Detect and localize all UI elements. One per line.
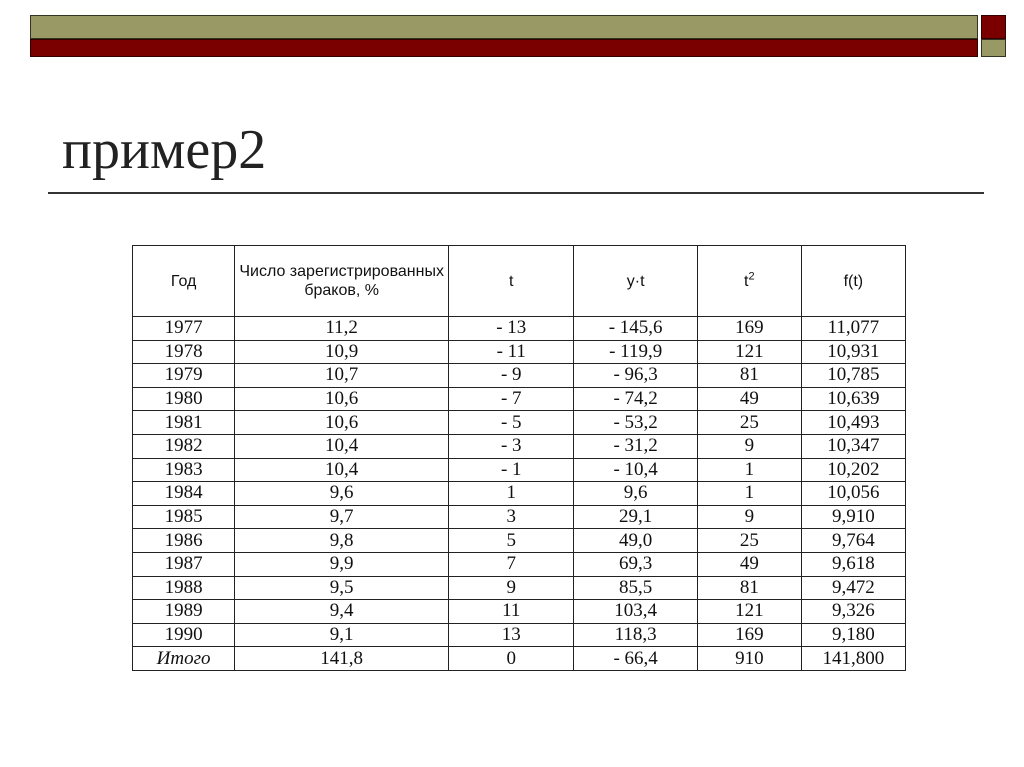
cell-t2: 121 [697, 600, 801, 624]
cell-t2: 49 [697, 552, 801, 576]
top-decor-bar-olive [30, 15, 978, 39]
cell-t: - 11 [449, 340, 574, 364]
cell-yt: 85,5 [574, 576, 698, 600]
cell-t: 3 [449, 505, 574, 529]
cell-year: 1982 [133, 434, 235, 458]
cell-total-count: 141,8 [235, 647, 449, 671]
table-row [133, 529, 906, 553]
header-ft: f(t) [801, 246, 905, 317]
cell-t2: 1 [697, 458, 801, 482]
cell-t2: 9 [697, 434, 801, 458]
cell-year: 1988 [133, 576, 235, 600]
header-t-squared [697, 246, 801, 317]
cell-yt: - 96,3 [574, 364, 698, 388]
cell-yt: - 31,2 [574, 434, 698, 458]
table-row [133, 482, 906, 506]
cell-year: 1985 [133, 505, 235, 529]
cell-ft: 9,326 [801, 600, 905, 624]
cell-yt: - 145,6 [574, 317, 698, 341]
title-underline [48, 192, 984, 194]
cell-year: 1980 [133, 387, 235, 411]
table-row [133, 317, 906, 341]
cell-year: 1978 [133, 340, 235, 364]
cell-ft: 11,077 [801, 317, 905, 341]
table-row [133, 552, 906, 576]
cell-t2: 1 [697, 482, 801, 506]
cell-ft: 10,931 [801, 340, 905, 364]
cell-t: - 3 [449, 434, 574, 458]
cell-count: 9,1 [235, 623, 449, 647]
cell-t: 5 [449, 529, 574, 553]
cell-year: 1983 [133, 458, 235, 482]
cell-total-yt: - 66,4 [574, 647, 698, 671]
table-body [133, 317, 906, 671]
table-header [133, 246, 906, 317]
table-row [133, 505, 906, 529]
cell-t: 9 [449, 576, 574, 600]
cell-total-t: 0 [449, 647, 574, 671]
cell-year: 1987 [133, 552, 235, 576]
table-row [133, 340, 906, 364]
cell-ft: 10,639 [801, 387, 905, 411]
cell-count: 9,7 [235, 505, 449, 529]
cell-t: 7 [449, 552, 574, 576]
cell-t: - 5 [449, 411, 574, 435]
cell-t2: 25 [697, 529, 801, 553]
header-yt: y·t [574, 246, 698, 317]
cell-count: 9,5 [235, 576, 449, 600]
cell-yt: 118,3 [574, 623, 698, 647]
cell-count: 9,4 [235, 600, 449, 624]
cell-ft: 10,056 [801, 482, 905, 506]
header-t-squared-exponent: 2 [748, 270, 755, 283]
cell-count: 10,7 [235, 364, 449, 388]
cell-year: 1977 [133, 317, 235, 341]
cell-yt: 49,0 [574, 529, 698, 553]
cell-ft: 10,347 [801, 434, 905, 458]
cell-t2: 169 [697, 623, 801, 647]
cell-year: 1990 [133, 623, 235, 647]
cell-ft: 10,202 [801, 458, 905, 482]
cell-year: 1989 [133, 600, 235, 624]
cell-t: 1 [449, 482, 574, 506]
cell-year: 1984 [133, 482, 235, 506]
top-decor-bar-maroon [30, 39, 978, 57]
header-marriage-count: Число зарегистрированных браков, % [235, 246, 449, 317]
marriage-trend-table [132, 245, 906, 671]
cell-count: 11,2 [235, 317, 449, 341]
table-total-row [133, 647, 906, 671]
cell-yt: - 53,2 [574, 411, 698, 435]
cell-year: 1986 [133, 529, 235, 553]
cell-count: 9,9 [235, 552, 449, 576]
cell-ft: 9,764 [801, 529, 905, 553]
cell-t: - 1 [449, 458, 574, 482]
cell-t: - 7 [449, 387, 574, 411]
table-header-row [133, 246, 906, 317]
table-row [133, 576, 906, 600]
table-row [133, 623, 906, 647]
cell-ft: 9,472 [801, 576, 905, 600]
table-row [133, 364, 906, 388]
cell-total-ft: 141,800 [801, 647, 905, 671]
cell-yt: - 119,9 [574, 340, 698, 364]
cell-ft: 9,618 [801, 552, 905, 576]
cell-t2: 169 [697, 317, 801, 341]
table-row [133, 434, 906, 458]
cell-t: - 13 [449, 317, 574, 341]
cell-yt: - 74,2 [574, 387, 698, 411]
cell-ft: 9,910 [801, 505, 905, 529]
header-t: t [449, 246, 574, 317]
cell-yt: - 10,4 [574, 458, 698, 482]
cell-count: 10,9 [235, 340, 449, 364]
cell-yt: 103,4 [574, 600, 698, 624]
header-t-squared-base: t [744, 272, 749, 290]
table-row [133, 387, 906, 411]
cell-yt: 29,1 [574, 505, 698, 529]
cell-t2: 81 [697, 364, 801, 388]
cell-count: 9,8 [235, 529, 449, 553]
cell-t2: 81 [697, 576, 801, 600]
cell-count: 10,6 [235, 411, 449, 435]
cell-yt: 9,6 [574, 482, 698, 506]
table-row [133, 458, 906, 482]
cell-t2: 9 [697, 505, 801, 529]
cell-t2: 49 [697, 387, 801, 411]
cell-ft: 9,180 [801, 623, 905, 647]
cell-count: 10,4 [235, 458, 449, 482]
cell-t2: 25 [697, 411, 801, 435]
cell-total-label: Итого [133, 647, 235, 671]
cell-count: 10,4 [235, 434, 449, 458]
cell-t: 13 [449, 623, 574, 647]
cell-ft: 10,493 [801, 411, 905, 435]
table-row [133, 600, 906, 624]
cell-t: - 9 [449, 364, 574, 388]
cell-yt: 69,3 [574, 552, 698, 576]
cell-total-t2: 910 [697, 647, 801, 671]
slide-title: пример2 [62, 119, 267, 181]
cell-year: 1981 [133, 411, 235, 435]
cell-year: 1979 [133, 364, 235, 388]
header-year: Год [133, 246, 235, 317]
cell-t2: 121 [697, 340, 801, 364]
cell-count: 9,6 [235, 482, 449, 506]
table-row [133, 411, 906, 435]
corner-decor-square-maroon [981, 15, 1006, 39]
cell-ft: 10,785 [801, 364, 905, 388]
cell-count: 10,6 [235, 387, 449, 411]
corner-decor-square-olive [981, 39, 1006, 57]
cell-t: 11 [449, 600, 574, 624]
